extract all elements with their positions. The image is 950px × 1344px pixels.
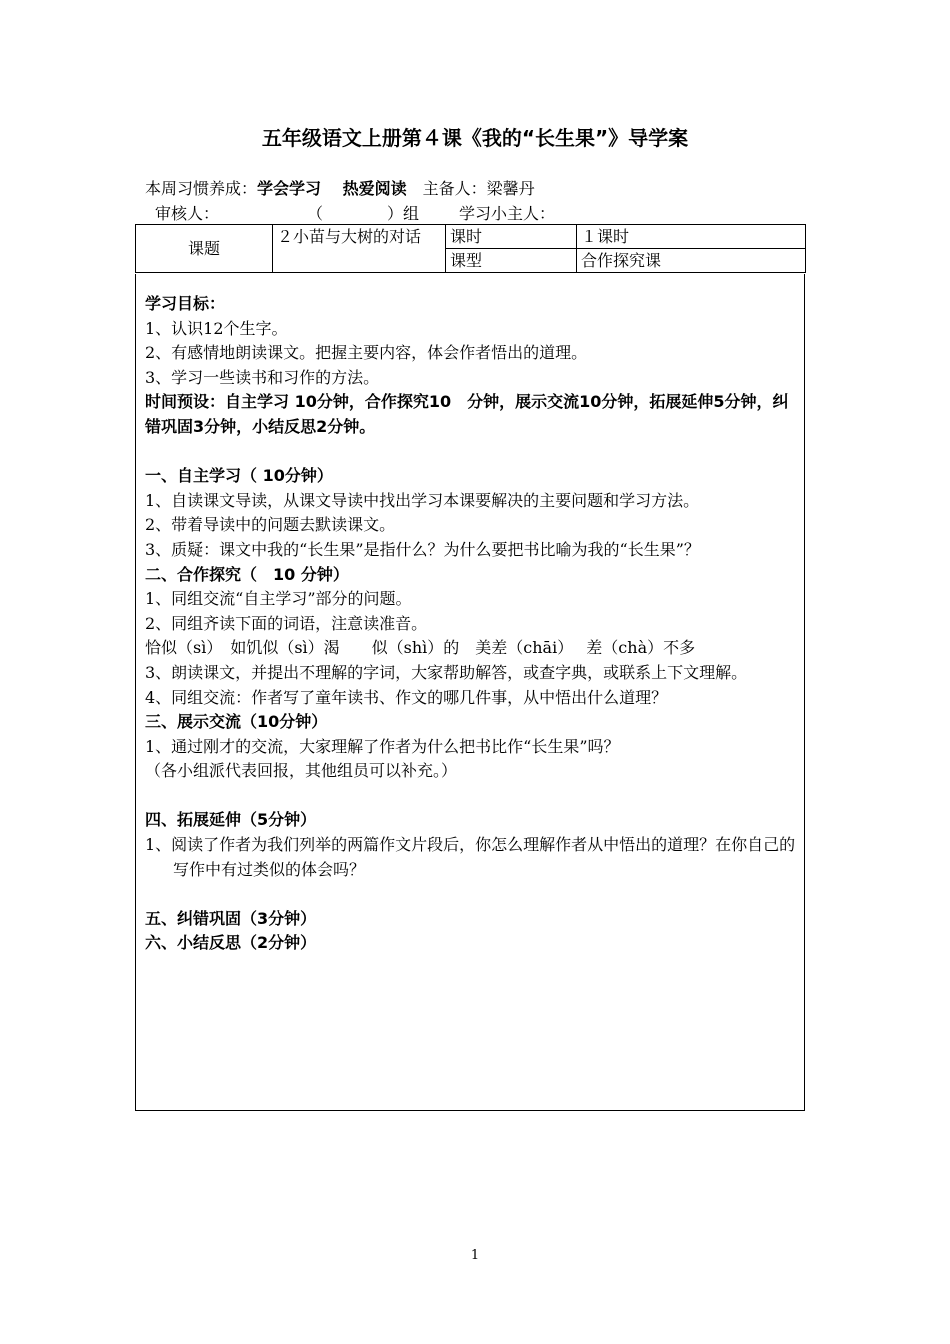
page-number: 1 [470, 1248, 480, 1263]
lesson-content [145, 292, 797, 956]
goal-item: 3、学习一些读书和习作的方法。 [145, 367, 380, 387]
list-item: （各小组派代表回报，其他组员可以补充。） [145, 761, 458, 781]
goals-title: 学习目标： [145, 294, 226, 313]
habit-row [145, 176, 535, 199]
section-title: 六、小结反思（2分钟） [145, 933, 317, 953]
type-value: 合作探究课 [577, 249, 806, 273]
group-field: （ ）组 [307, 204, 420, 223]
lesson-info-table [135, 224, 806, 273]
list-item: 3、朗读课文，并提出不理解的字词，大家帮助解答，或查字典，或联系上下文理解。 [145, 662, 748, 682]
hours-label: 课时 [446, 225, 577, 249]
reviewer-row [155, 201, 555, 224]
list-item: 4、同组交流：作者写了童年读书、作文的哪几件事，从中悟出什么道理？ [145, 687, 668, 707]
pinyin-words: 恰似（sì） 如饥似（sì）渴 似（shì）的 美差（chāi） 差（chà）不多 [145, 638, 696, 658]
habit-label: 本周习惯养成： [145, 179, 258, 198]
time-plan: 时间预设：自主学习 10分钟，合作探究10 分钟，展示交流10分钟，拓展延伸5分钟，纠错巩固3分钟，小结反思2分钟。 [145, 392, 789, 436]
list-item: 1、同组交流“自主学习”部分的问题。 [145, 589, 412, 609]
list-item: 2、带着导读中的问题去默读课文。 [145, 515, 396, 535]
list-item: 1、阅读了作者为我们列举的两篇作文片段后，你怎么理解作者从中悟出的道理？在你自己的写作中有过类似的体会吗？ [145, 835, 796, 879]
goal-item: 2、有感情地朗读课文。把握主要内容，体会作者悟出的道理。 [145, 343, 588, 363]
section-title: 三、展示交流（10分钟） [145, 712, 328, 732]
leader-label: 学习小主人： [459, 204, 556, 223]
list-item: 2、同组齐读下面的词语，注意读准音。 [145, 613, 428, 633]
topic-value: ２小苗与大树的对话 [273, 225, 446, 273]
habit-values: 学会学习 热爱阅读 [257, 179, 407, 198]
section-title: 一、自主学习（ 10分钟） [145, 466, 333, 486]
type-label: 课型 [446, 249, 577, 273]
hours-value: １课时 [577, 225, 806, 249]
section-title: 五、纠错巩固（3分钟） [145, 908, 317, 928]
goal-item: 1、认识12个生字。 [145, 318, 288, 338]
preparer: 主备人：梁馨丹 [422, 179, 535, 198]
page-title: 五年级语文上册第４课《我的“长生果”》导学案 [261, 126, 689, 150]
section-title: 二、合作探究（ 10 分钟） [145, 564, 349, 584]
reviewer-label: 审核人： [155, 204, 220, 223]
topic-label: 课题 [136, 225, 273, 273]
list-item: 1、通过刚才的交流，大家理解了作者为什么把书比作“长生果”吗？ [145, 736, 620, 756]
list-item: 3、质疑：课文中我的“长生果”是指什么？为什么要把书比喻为我的“长生果”？ [145, 539, 700, 559]
list-item: 1、自读课文导读，从课文导读中找出学习本课要解决的主要问题和学习方法。 [145, 490, 700, 510]
section-title: 四、拓展延伸（5分钟） [145, 810, 317, 830]
